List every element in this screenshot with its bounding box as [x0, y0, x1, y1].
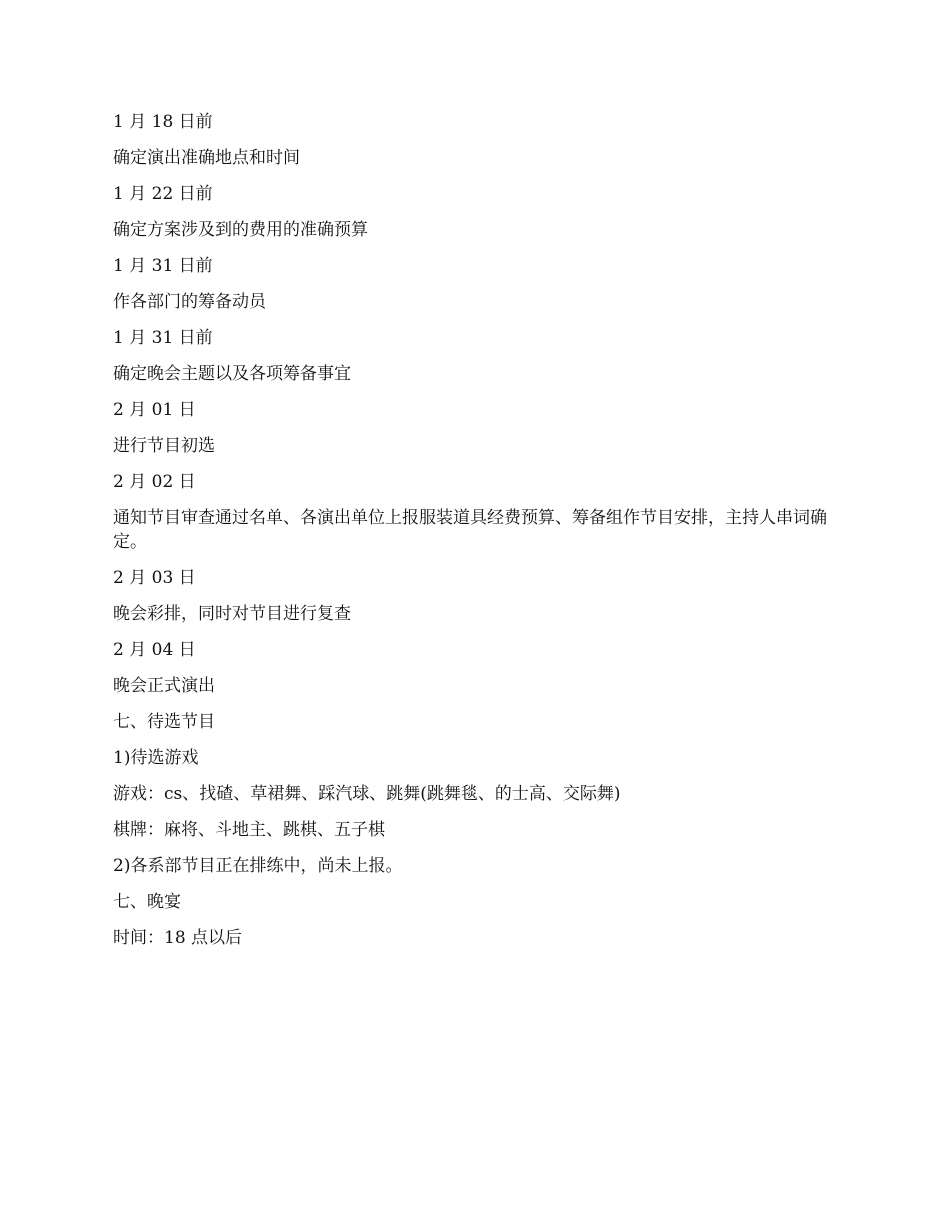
document-page — [113, 110, 845, 962]
date-line: 1 月 31 日前 — [113, 256, 213, 276]
section-heading: 七、晚宴 — [113, 892, 181, 912]
task-line: 确定方案涉及到的费用的准确预算 — [113, 220, 368, 240]
task-line: 确定演出准确地点和时间 — [113, 148, 300, 168]
task-line: 晚会正式演出 — [113, 676, 215, 696]
time-line: 时间：18 点以后 — [113, 928, 243, 948]
task-line: 确定晚会主题以及各项筹备事宜 — [113, 364, 351, 384]
task-line: 进行节目初选 — [113, 436, 215, 456]
date-line: 1 月 22 日前 — [113, 184, 213, 204]
task-line: 通知节目审查通过名单、各演出单位上报服装道具经费预算、筹备组作节目安排，主持人串词确定。 — [113, 508, 827, 552]
date-line: 2 月 02 日 — [113, 472, 196, 492]
section-heading: 七、待选节目 — [113, 712, 215, 732]
date-line: 2 月 04 日 — [113, 640, 196, 660]
date-line: 1 月 18 日前 — [113, 112, 213, 132]
task-line: 晚会彩排，同时对节目进行复查 — [113, 604, 351, 624]
board-games-line: 棋牌：麻将、斗地主、跳棋、五子棋 — [113, 820, 385, 840]
subsection-heading: 1)待选游戏 — [113, 748, 199, 768]
date-line: 2 月 01 日 — [113, 400, 196, 420]
date-line: 1 月 31 日前 — [113, 328, 213, 348]
date-line: 2 月 03 日 — [113, 568, 196, 588]
subsection-heading: 2)各系部节目正在排练中，尚未上报。 — [113, 856, 403, 876]
games-line: 游戏：cs、找碴、草裙舞、踩汽球、跳舞(跳舞毯、的士高、交际舞) — [113, 784, 621, 804]
task-line: 作各部门的筹备动员 — [113, 292, 266, 312]
